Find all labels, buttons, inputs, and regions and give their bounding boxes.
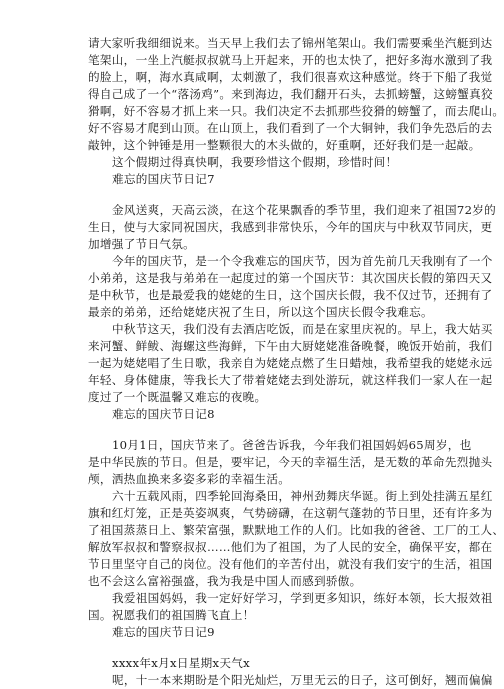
- text-line: 颅，洒热血换来多姿多彩的幸福生活。: [88, 472, 291, 486]
- text-line: 解放军叔叔和警察叔叔……他们为了祖国，为了人民的安全，确保平安，都在: [88, 540, 493, 554]
- text-line: 笔架山，一坐上汽艇叔叔就马上开起来，开的也太快了，把好多海水激到了我: [88, 53, 493, 67]
- text-line: 也不会这么富裕强盛，我为我是中国人而感到骄傲。: [88, 574, 362, 588]
- text-line: 是中秋节，也是最爱我的姥姥的生日，这个国庆长假，我不仅过节，还拥有了: [88, 288, 493, 302]
- text-line: 好不容易才爬到山顶。在山顶上，我们看到了一个大铜钟，我们争先恐后的去: [88, 121, 493, 135]
- text-line: 节日里坚守自己的岗位。没有他们的辛苦付出，就没有我们安宁的生活，祖国: [88, 557, 493, 571]
- paragraph-gap: [88, 641, 418, 655]
- text-line: 猾啊，好不容易才抓上来一只。我们决定不去抓那些狡猾的螃蟹了，而去爬山。: [88, 104, 504, 118]
- text-line: 来河蟹、鲜鲅、海螺这些海鲜，下午由大厨姥姥准备晚餐，晚饭开始前，我们: [88, 339, 493, 353]
- text-line: 我爱祖国妈妈，我一定好好学习，学到更多知识，练好本领，长大报效祖: [112, 591, 493, 605]
- document-body: [88, 35, 504, 689]
- text-line: 呢，十一本来期盼是个阳光灿烂，万里无云的日子，这可倒好，翘而偏偏: [112, 673, 493, 687]
- text-line: 难忘的国庆节日记7: [112, 172, 215, 186]
- text-line: 的脸上，啊，海水真咸啊，太刺激了，我们很喜欢这种感觉。终于下船了我觉: [88, 70, 493, 84]
- text-line: 金风送爽，天高云淡，在这个花果飘香的季节里，我们迎来了祖国72岁的: [112, 203, 497, 217]
- text-line: 是中华民族的节日。但是，要牢记，今天的幸福生活，是无数的革命先烈抛头: [88, 455, 493, 469]
- text-line: xxxx年x月x日星期x天气x: [112, 656, 250, 670]
- paragraph-gap: [88, 423, 418, 437]
- text-line: 度过了一个既温馨又难忘的夜晚。: [88, 390, 267, 404]
- text-line: 小弟弟，这是我与弟弟在一起度过的第一个国庆节：其次国庆长假的第四天又: [88, 271, 493, 285]
- text-line: 最亲的弟弟，还给姥姥庆祝了生日，所以这个国庆长假令我难忘。: [88, 305, 433, 319]
- text-line: 这个假期过得真快啊，我要珍惜这个假期，珍惜时间！: [112, 155, 398, 169]
- text-line: 难忘的国庆节日记9: [112, 625, 215, 639]
- text-line: 今年的国庆节，是一个令我难忘的国庆节，因为首先前几天我刚有了一个: [112, 254, 493, 268]
- paragraph-gap: [88, 188, 418, 202]
- text-line: 请大家听我细细说来。当天早上我们去了锦州笔架山。我们需要乘坐汽艇到达: [88, 36, 493, 50]
- text-line: 中秋节这天，我们没有去酒店吃饭，而是在家里庆祝的。早上，我大姑买: [112, 322, 493, 336]
- text-line: 一起为姥姥唱了生日歌，我亲自为姥姥点燃了生日蜡烛，我希望我的姥姥永远: [88, 356, 493, 370]
- text-line: 了祖国蒸蒸日上、繁荣富强，默默地工作的人们。比如我的爸爸、工厂的工人、: [88, 523, 504, 537]
- text-line: 生日，使与大家同祝国庆，我感到非常快乐，今年的国庆与中秋双节同庆，更: [88, 220, 493, 234]
- text-line: 国。祝愿我们的祖国腾飞直上！: [88, 608, 255, 622]
- text-line: 敲钟，这个钟锤是用一整颗很大的木头做的，好重啊，还好我们是一起敲。: [88, 138, 481, 152]
- text-line: 10月1日，国庆节来了。爸爸告诉我，今年我们祖国妈妈65周岁，也: [112, 438, 472, 452]
- text-line: 得自己成了一个“落汤鸡”。来到海边，我们翻开石头，去抓螃蟹，这螃蟹真狡: [88, 87, 493, 101]
- text-line: 加增强了节日气氛。: [88, 237, 196, 251]
- text-line: 年轻、身体健康，等我长大了带着姥姥去到处游玩，就这样我们一家人在一起: [88, 373, 493, 387]
- text-line: 六十五载风雨，四季轮回海桑田，神州劲舞庆华诞。街上到处挂满五星红: [112, 489, 493, 503]
- text-line: 旗和红灯笼，正是英姿飒爽，气势磅礴，在这朝气蓬勃的节日里，还有许多为: [88, 506, 493, 520]
- text-line: 难忘的国庆节日记8: [112, 407, 215, 421]
